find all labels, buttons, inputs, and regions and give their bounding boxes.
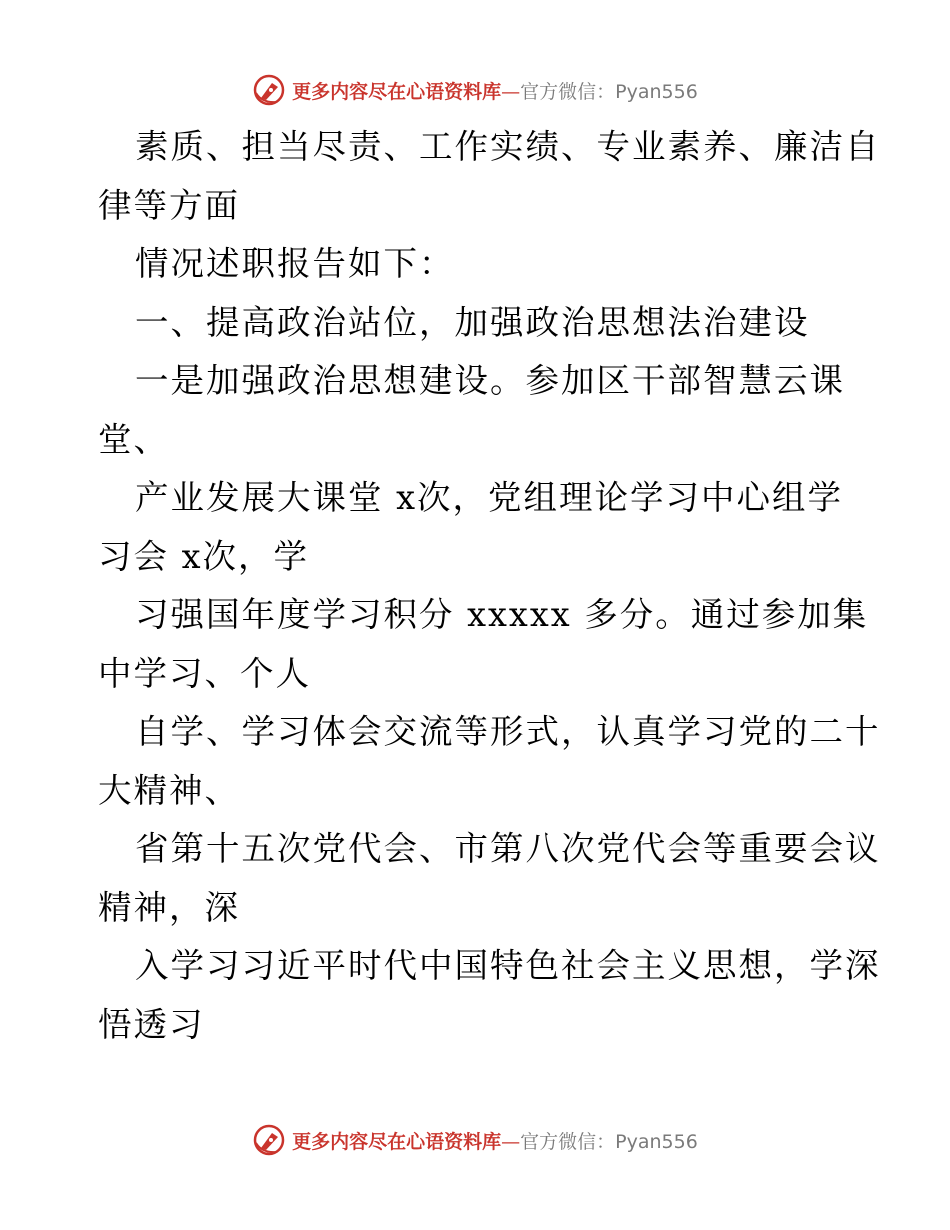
text-line: 中学习、个人 (98, 653, 311, 693)
text-line: 产业发展大课堂 x次，党组理论学习中心组学 (135, 478, 844, 517)
text-line: 堂、 (98, 419, 169, 459)
pen-nib-logo-icon (252, 73, 286, 107)
pen-nib-logo-icon (252, 1123, 286, 1157)
text-line: 精神，深 (98, 887, 240, 927)
text-line: 一是加强政治思想建设。参加区干部智慧云课 (135, 361, 845, 400)
text-line: 习强国年度学习积分 xxxxx 多分。通过参加集 (135, 595, 869, 634)
document-body (98, 118, 881, 1054)
watermark-separator: — (501, 1130, 521, 1153)
footer-watermark (0, 1120, 950, 1160)
text-line: 律等方面 (98, 185, 240, 225)
watermark-contact: 官方微信：Pyan556 (520, 80, 698, 103)
text-line: 情况述职报告如下： (135, 244, 455, 283)
watermark-brand: 更多内容尽在心语资料库 (292, 1130, 502, 1153)
watermark-text (292, 1127, 698, 1154)
text-line: 大精神、 (98, 770, 240, 810)
text-line: 省第十五次党代会、市第八次党代会等重要会议 (135, 829, 881, 868)
text-line: 习会 x次，学 (98, 536, 310, 576)
watermark-separator: — (501, 80, 521, 103)
section-heading: 一、提高政治站位，加强政治思想法治建设 (135, 302, 810, 342)
watermark-brand: 更多内容尽在心语资料库 (292, 80, 502, 103)
text-line: 素质、担当尽责、工作实绩、专业素养、廉洁自 (135, 127, 881, 166)
text-line: 入学习习近平时代中国特色社会主义思想，学深 (135, 946, 881, 985)
text-line: 悟透习 (98, 1004, 205, 1044)
watermark-text (292, 77, 698, 104)
watermark-contact: 官方微信：Pyan556 (520, 1130, 698, 1153)
header-watermark (0, 70, 950, 110)
text-line: 自学、学习体会交流等形式，认真学习党的二十 (135, 712, 881, 751)
